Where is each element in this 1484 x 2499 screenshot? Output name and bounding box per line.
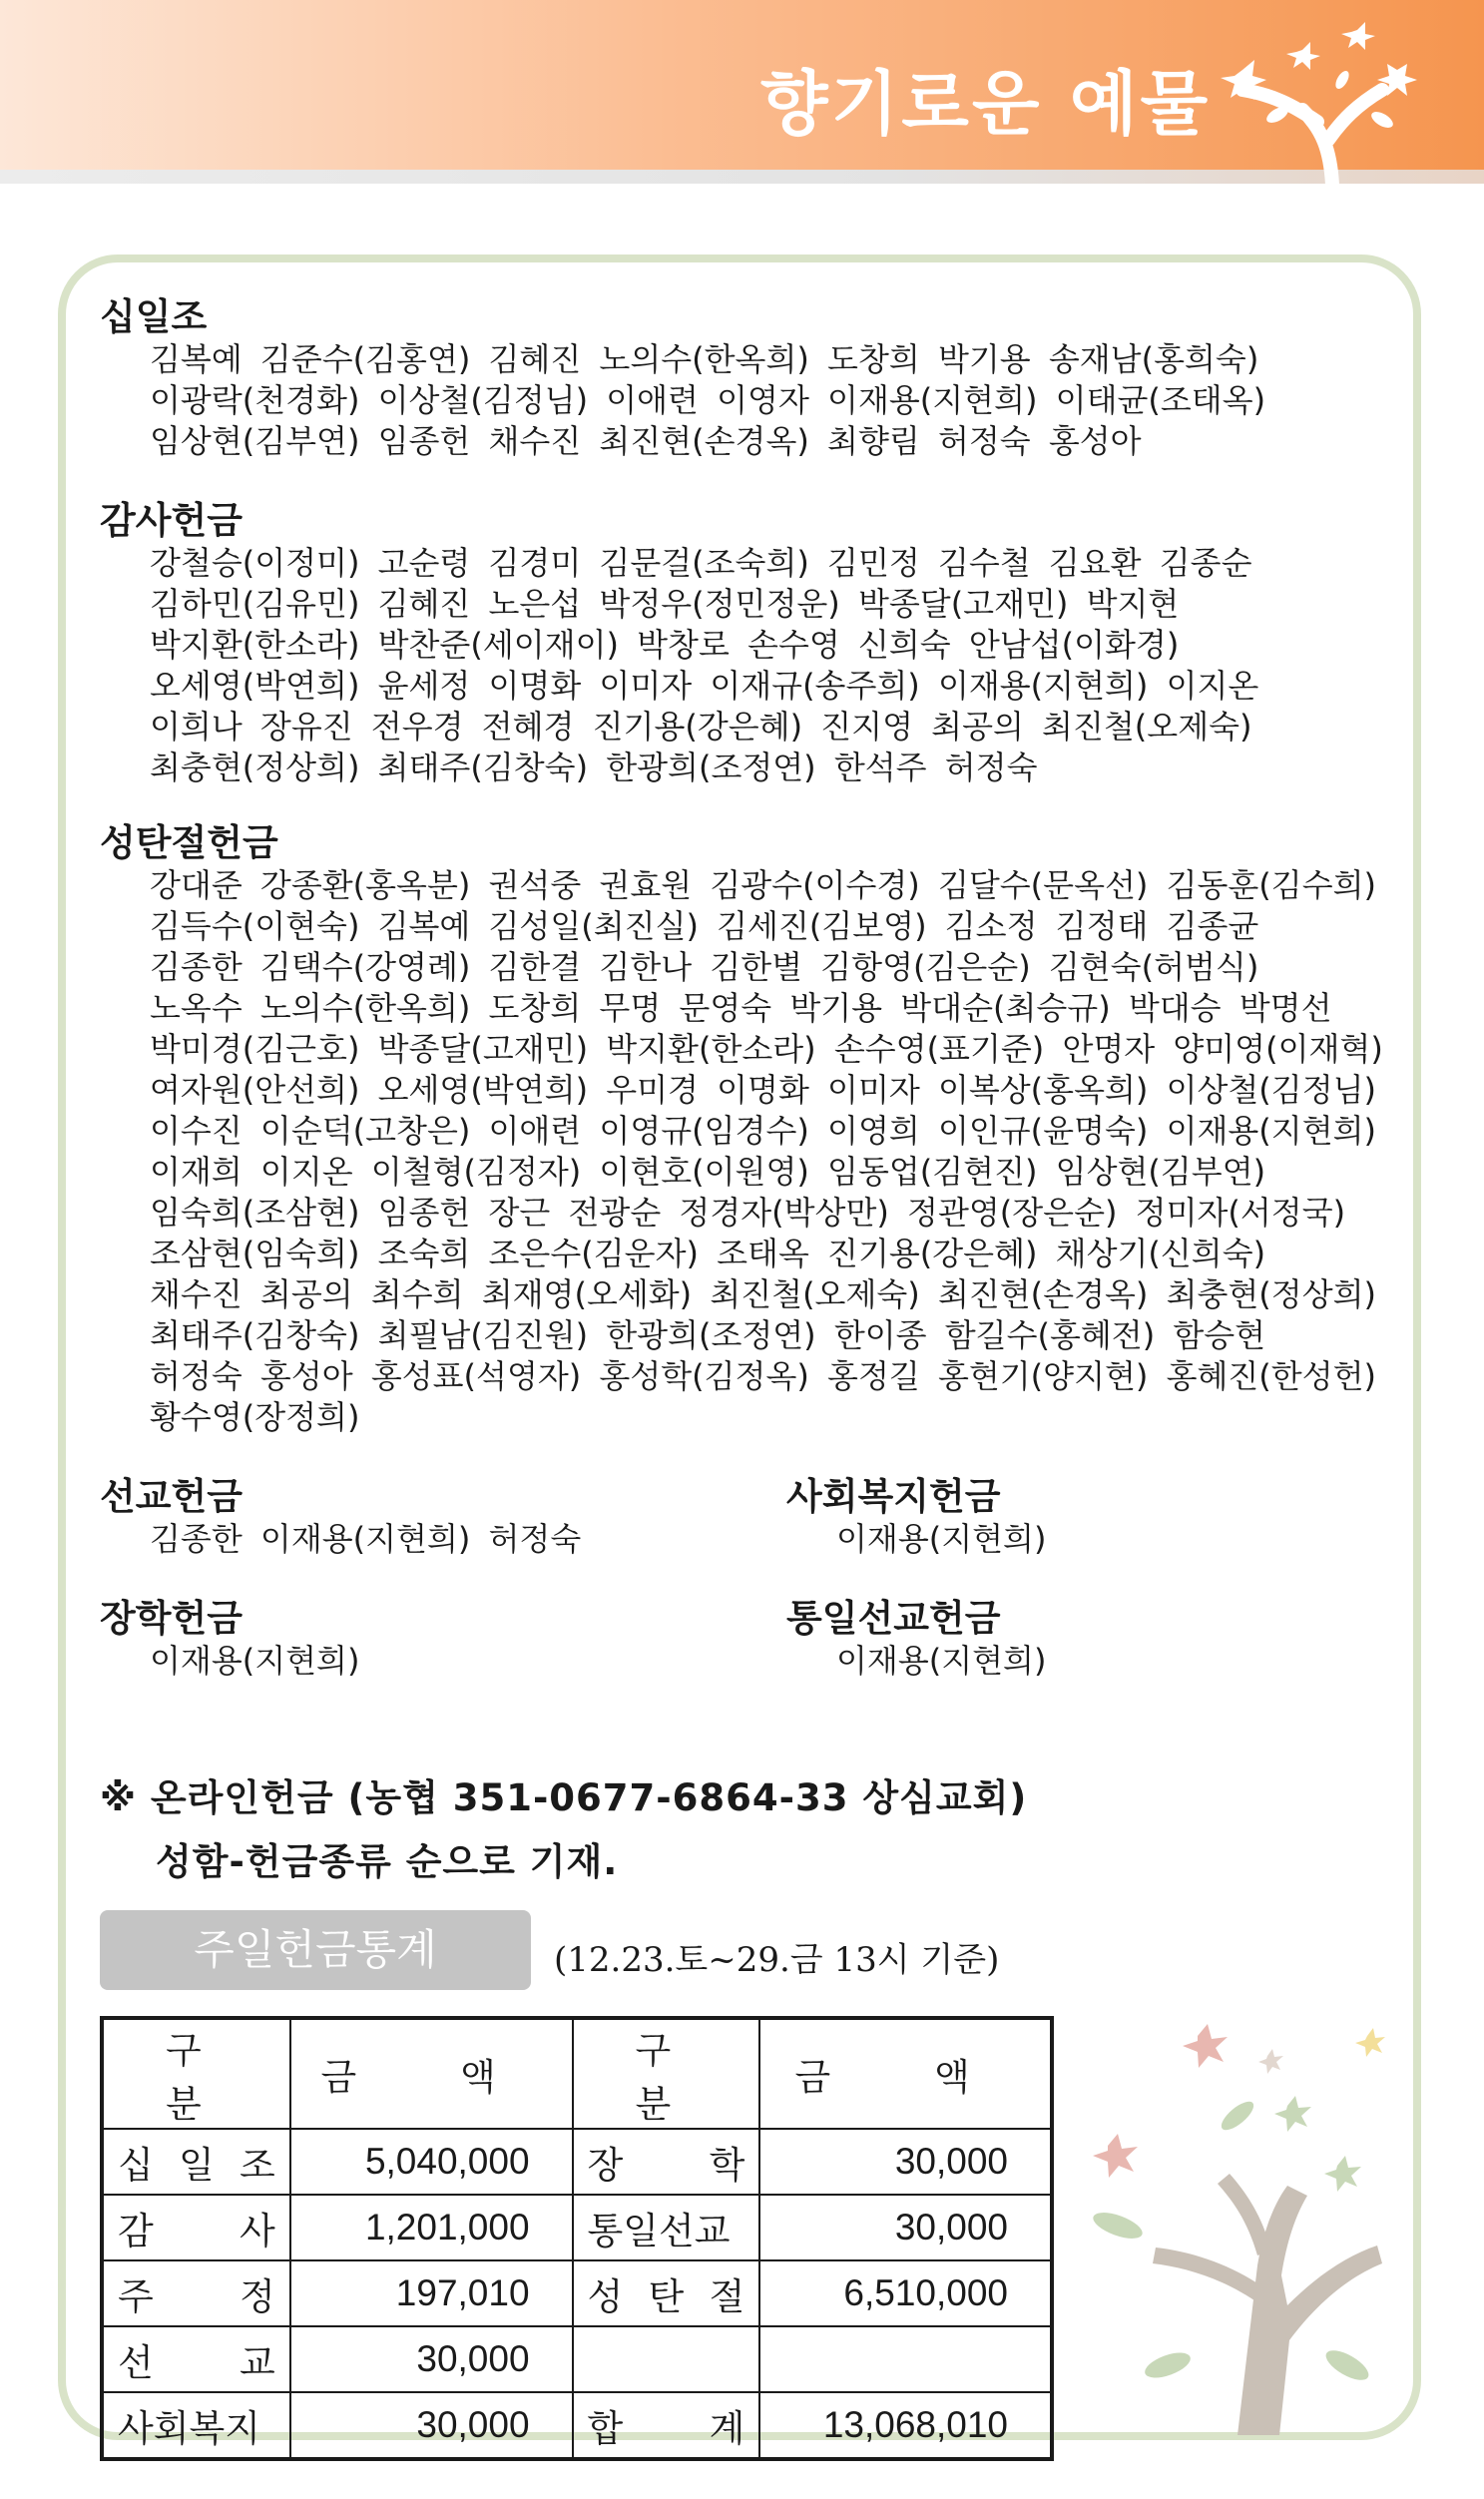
donor-names: 강철승(이정미) 고순령 김경미 김문걸(조숙희) 김민정 김수철 김요환 김종순 김하민(김유민) 김혜진 노은섭 박정우(정민정운) 박종달(고재민) 박지현 박지환(한소라) 박찬준(세이재이) 박창로 손수영 신희숙 안남섭(이화경) 오세영(박연희) 윤세정 이명화 이미자 이재규(송주희) 이재용(지현희) 이지온 이희나 장유진 전우경 전혜경 진기용(강은혜) 진지영 최공의 최진철(오제숙) 최충현(정상희) 최태주(김창숙) 한광희(조정연) 한석주 허정숙 [150,544,1259,786]
amount-cell: 30,000 [759,2129,1052,2195]
section-unification [786,1597,1385,1682]
section-scholarship [100,1597,739,1682]
offering-stats-table [100,2016,1054,2461]
donor-names: 이재용(지현희) [836,1520,1047,1558]
table-row [102,2326,1052,2392]
section-welfare [786,1475,1385,1560]
online-offering-notice [100,1766,1297,1894]
notice-line-2: 성함-헌금종류 순으로 기재. [156,1840,619,1883]
tree-decoration-icon [1058,2006,1397,2435]
amount-cell: 1,201,000 [290,2195,573,2260]
category-cell: 사회복지 [102,2392,290,2459]
donor-names: 김복예 김준수(김홍연) 김혜진 노의수(한옥희) 도창희 박기용 송재남(홍희숙) 이광락(천경화) 이상철(김정님) 이애련 이영자 이재용(지현희) 이태균(조태옥) 임상현(김부연) 임종헌 채수진 최진현(손경옥) 최향림 허정숙 홍성아 [150,340,1266,460]
section-title: 감사헌금 [100,499,243,542]
notice-line-1: ※ 온라인헌금 (농협 351-0677-6864-33 상심교회) [100,1776,1028,1819]
amount-cell [759,2326,1052,2392]
category-cell: 성 탄 절 [573,2260,760,2326]
table-row [102,2195,1052,2260]
table-row [102,2260,1052,2326]
donor-names: 이재용(지현희) [150,1642,360,1680]
donor-names: 김종한 이재용(지현희) 허정숙 [150,1520,582,1558]
section-title: 십일조 [100,295,208,338]
section-mission [100,1475,739,1560]
header-category: 구 분 [573,2018,760,2129]
amount-cell: 30,000 [759,2195,1052,2260]
amount-cell: 13,068,010 [759,2392,1052,2459]
header-category: 구 분 [102,2018,290,2129]
amount-cell: 30,000 [290,2392,573,2459]
header-amount: 금 액 [759,2018,1052,2129]
category-cell [573,2326,760,2392]
section-christmas [100,821,1397,1438]
table-row [102,2392,1052,2459]
category-cell: 통일선교 [573,2195,760,2260]
amount-cell: 6,510,000 [759,2260,1052,2326]
category-cell: 주 정 [102,2260,290,2326]
section-thanksgiving [100,499,1397,788]
header-amount: 금 액 [290,2018,573,2129]
section-title: 성탄절헌금 [100,821,278,864]
amount-cell: 30,000 [290,2326,573,2392]
section-title: 장학헌금 [100,1597,243,1640]
section-title: 선교헌금 [100,1475,243,1518]
category-cell: 장 학 [573,2129,760,2195]
section-title: 사회복지헌금 [786,1475,1001,1518]
stats-period: (12.23.토~29.금 13시 기준) [554,1940,1000,1980]
section-title: 통일선교헌금 [786,1597,1001,1640]
donor-names: 강대준 강종환(홍옥분) 권석중 권효원 김광수(이수경) 김달수(문옥선) 김동훈(김수희) 김득수(이현숙) 김복예 김성일(최진실) 김세진(김보영) 김소정 김정태 김종균 김종한 김택수(강영례) 김한결 김한나 김한별 김항영(김은순) 김현숙(허범식) 노옥수 노의수(한옥희) 도창희 무명 문영숙 박기용 박대순(최승규) 박대승 박명선 박미경(김근호) 박종달(고재민) 박지환(한소라) 손수영(표기준) 안명자 양미영(이재혁) 여자원(안선희) 오세영(박연희) 우미경 이명화 이미자 이복상(홍옥희) 이상철(김정님) 이수진 이순덕(고창은) 이애련 이영규(임경수) 이영희 이인규(윤명숙) 이재용(지현희) 이재희 이지온 이철형(김정자) 이현호(이원영) 임동업(김현진) 임상현(김부연) 임숙희(조삼현) 임종헌 장근 전광순 정경자(박상만) 정관영(장은순) 정미자(서정국) 조삼현(임숙희) 조숙희 조은수(김운자) 조태옥 진기용(강은혜) 채상기(신희숙) 채수진 최공의 최수희 최재영(오세화) 최진철(오제숙) 최진현(손경옥) 최충현(정상희) 최태주(김창숙) 최필남(김진원) 한광희(조정연) 한이종 함길수(홍혜전) 함승현 허정숙 홍성아 홍성표(석영자) 홍성학(김정옥) 홍정길 홍현기(양지현) 홍혜진(한성헌) 황수영(장정희) [150,866,1383,1436]
section-tithe [100,295,1397,462]
table-header-row [102,2018,1052,2129]
category-cell: 선 교 [102,2326,290,2392]
amount-cell: 197,010 [290,2260,573,2326]
amount-cell: 5,040,000 [290,2129,573,2195]
page-title: 향기로운 예물 [760,63,1212,145]
table-row [102,2129,1052,2195]
stats-tag: 주일헌금통계 [100,1910,531,1990]
tree-illustration-icon [1183,10,1432,185]
category-cell: 십 일 조 [102,2129,290,2195]
donor-names: 이재용(지현희) [836,1642,1047,1680]
category-cell: 감 사 [102,2195,290,2260]
category-cell: 합 계 [573,2392,760,2459]
